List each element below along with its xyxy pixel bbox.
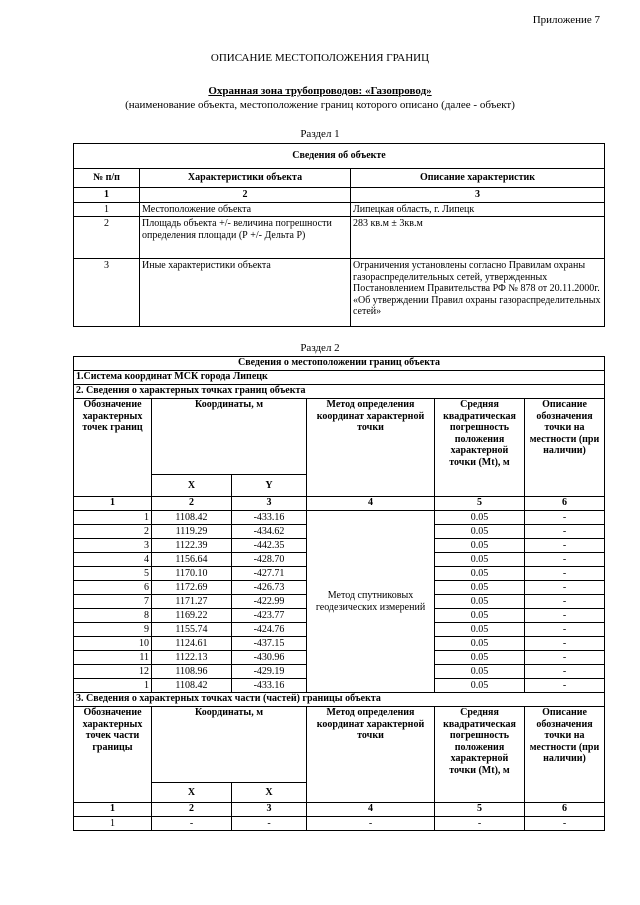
point-number: 4 <box>74 553 152 567</box>
point-number: 11 <box>74 651 152 665</box>
boundary-table <box>73 356 605 831</box>
point-marker: - <box>525 623 605 637</box>
point-y: -428.70 <box>232 553 307 567</box>
object-name: Охранная зона трубопроводов: «Газопровод» <box>208 85 432 97</box>
point-marker: - <box>525 539 605 553</box>
point-error: 0.05 <box>435 637 525 651</box>
col-index: 4 <box>307 803 435 817</box>
point-error: 0.05 <box>435 623 525 637</box>
col-x-header: X <box>152 783 232 803</box>
point-x: 1156.64 <box>152 553 232 567</box>
table-row <box>74 817 605 831</box>
col-char-header: Характеристики объекта <box>140 169 351 188</box>
col-coords-header: Координаты, м <box>152 707 307 783</box>
point-x: 1108.42 <box>152 679 232 693</box>
point-error: 0.05 <box>435 511 525 525</box>
table-row <box>74 217 605 259</box>
point-method: - <box>307 817 435 831</box>
point-x: 1124.61 <box>152 637 232 651</box>
point-x: 1122.13 <box>152 651 232 665</box>
col-y-header: Y <box>232 475 307 497</box>
point-number: 3 <box>74 539 152 553</box>
section1-label: Раздел 1 <box>300 128 340 140</box>
point-marker: - <box>525 525 605 539</box>
point-y: -430.96 <box>232 651 307 665</box>
sub3-title: 3. Сведения о характерных точках части (частей) границы объекта <box>74 693 605 707</box>
col-error-header: Средняя квадратическая погрешность положения характерной точки (Mt), м <box>435 707 525 803</box>
point-error: 0.05 <box>435 525 525 539</box>
point-x: 1169.22 <box>152 609 232 623</box>
coord-system: 1.Система координат МСК города Липецк <box>74 371 605 385</box>
point-y: -422.99 <box>232 595 307 609</box>
object-note: (наименование объекта, местоположение границ которого описано (далее - объект) <box>125 99 515 111</box>
point-error: 0.05 <box>435 581 525 595</box>
col-point-part-header: Обозначение характерных точек части границы <box>74 707 152 803</box>
point-x: 1108.96 <box>152 665 232 679</box>
col-index: 2 <box>152 803 232 817</box>
col-x-header: X <box>152 475 232 497</box>
point-x: - <box>152 817 232 831</box>
row-num: 3 <box>74 259 140 327</box>
row-num: 2 <box>74 217 140 259</box>
row-desc: Липецкая область, г. Липецк <box>351 202 605 217</box>
col-marker-header: Описание обозначения точки на местности (при наличии) <box>525 399 605 497</box>
col-index: 3 <box>351 188 605 203</box>
point-x: 1172.69 <box>152 581 232 595</box>
point-number: 10 <box>74 637 152 651</box>
sub2-title: 2. Сведения о характерных точках границ объекта <box>74 385 605 399</box>
point-y: -429.19 <box>232 665 307 679</box>
point-x: 1170.10 <box>152 567 232 581</box>
point-number: 7 <box>74 595 152 609</box>
point-error: 0.05 <box>435 609 525 623</box>
point-y: -433.16 <box>232 679 307 693</box>
point-y: -424.76 <box>232 623 307 637</box>
col-method-header: Метод определения координат характерной точки <box>307 399 435 497</box>
point-error: 0.05 <box>435 595 525 609</box>
boundary-title: Сведения о местоположении границ объекта <box>74 357 605 371</box>
col-index: 3 <box>232 497 307 511</box>
row-char: Местоположение объекта <box>140 202 351 217</box>
point-x: 1119.29 <box>152 525 232 539</box>
point-number: 1 <box>74 511 152 525</box>
point-error: 0.05 <box>435 567 525 581</box>
object-info-table <box>73 143 605 327</box>
point-number: 6 <box>74 581 152 595</box>
document-title: ОПИСАНИЕ МЕСТОПОЛОЖЕНИЯ ГРАНИЦ <box>210 52 430 64</box>
point-marker: - <box>525 567 605 581</box>
point-marker: - <box>525 595 605 609</box>
col-desc-header: Описание характеристик <box>351 169 605 188</box>
table-row <box>74 259 605 327</box>
point-marker: - <box>525 651 605 665</box>
point-y: -433.16 <box>232 511 307 525</box>
point-y: - <box>232 817 307 831</box>
col-index: 5 <box>435 497 525 511</box>
col-index: 6 <box>525 803 605 817</box>
col-index: 3 <box>232 803 307 817</box>
point-error: - <box>435 817 525 831</box>
row-char: Площадь объекта +/- величина погрешности определения площади (Р +/- Дельта Р) <box>140 217 351 259</box>
table-row <box>74 511 605 525</box>
point-marker: - <box>525 817 605 831</box>
point-marker: - <box>525 581 605 595</box>
point-y: -442.35 <box>232 539 307 553</box>
point-number: 1 <box>74 679 152 693</box>
col-y-header: X <box>232 783 307 803</box>
point-error: 0.05 <box>435 665 525 679</box>
col-index: 1 <box>74 803 152 817</box>
point-number: 9 <box>74 623 152 637</box>
col-error-header: Средняя квадратическая погрешность положения характерной точки (Mt), м <box>435 399 525 497</box>
point-x: 1171.27 <box>152 595 232 609</box>
col-index: 2 <box>152 497 232 511</box>
point-error: 0.05 <box>435 651 525 665</box>
col-marker-header: Описание обозначения точки на местности (при наличии) <box>525 707 605 803</box>
row-desc: 283 кв.м ± 3кв.м <box>351 217 605 259</box>
col-method-header: Метод определения координат характерной точки <box>307 707 435 803</box>
point-y: -434.62 <box>232 525 307 539</box>
point-error: 0.05 <box>435 539 525 553</box>
point-marker: - <box>525 609 605 623</box>
point-number: 8 <box>74 609 152 623</box>
point-x: 1155.74 <box>152 623 232 637</box>
table-row <box>74 202 605 217</box>
col-index: 4 <box>307 497 435 511</box>
col-coords-header: Координаты, м <box>152 399 307 475</box>
col-point-header: Обозначение характерных точек границ <box>74 399 152 497</box>
point-error: 0.05 <box>435 679 525 693</box>
col-index: 5 <box>435 803 525 817</box>
row-char: Иные характеристики объекта <box>140 259 351 327</box>
col-index: 6 <box>525 497 605 511</box>
row-desc: Ограничения установлены согласно Правилам охраны газораспределительных сетей, утвержденных Постановлением Правительства РФ № 878 от 20.11.2000г. «Об утверждении Правил охраны газораспределительных сетей» <box>351 259 605 327</box>
section2-label: Раздел 2 <box>300 342 340 354</box>
point-number: 2 <box>74 525 152 539</box>
point-x: 1122.39 <box>152 539 232 553</box>
point-y: -427.71 <box>232 567 307 581</box>
point-marker: - <box>525 637 605 651</box>
point-marker: - <box>525 679 605 693</box>
point-number: 1 <box>74 817 152 831</box>
appendix-label: Приложение 7 <box>532 14 600 26</box>
point-number: 12 <box>74 665 152 679</box>
point-number: 5 <box>74 567 152 581</box>
col-num-header: № п/п <box>74 169 140 188</box>
col-index: 1 <box>74 497 152 511</box>
point-error: 0.05 <box>435 553 525 567</box>
object-info-title: Сведения об объекте <box>74 144 605 169</box>
point-y: -426.73 <box>232 581 307 595</box>
col-index: 2 <box>140 188 351 203</box>
col-index: 1 <box>74 188 140 203</box>
point-marker: - <box>525 511 605 525</box>
point-y: -423.77 <box>232 609 307 623</box>
point-marker: - <box>525 665 605 679</box>
method-cell: Метод спутниковых геодезических измерений <box>307 511 435 693</box>
point-marker: - <box>525 553 605 567</box>
point-y: -437.15 <box>232 637 307 651</box>
point-x: 1108.42 <box>152 511 232 525</box>
row-num: 1 <box>74 202 140 217</box>
